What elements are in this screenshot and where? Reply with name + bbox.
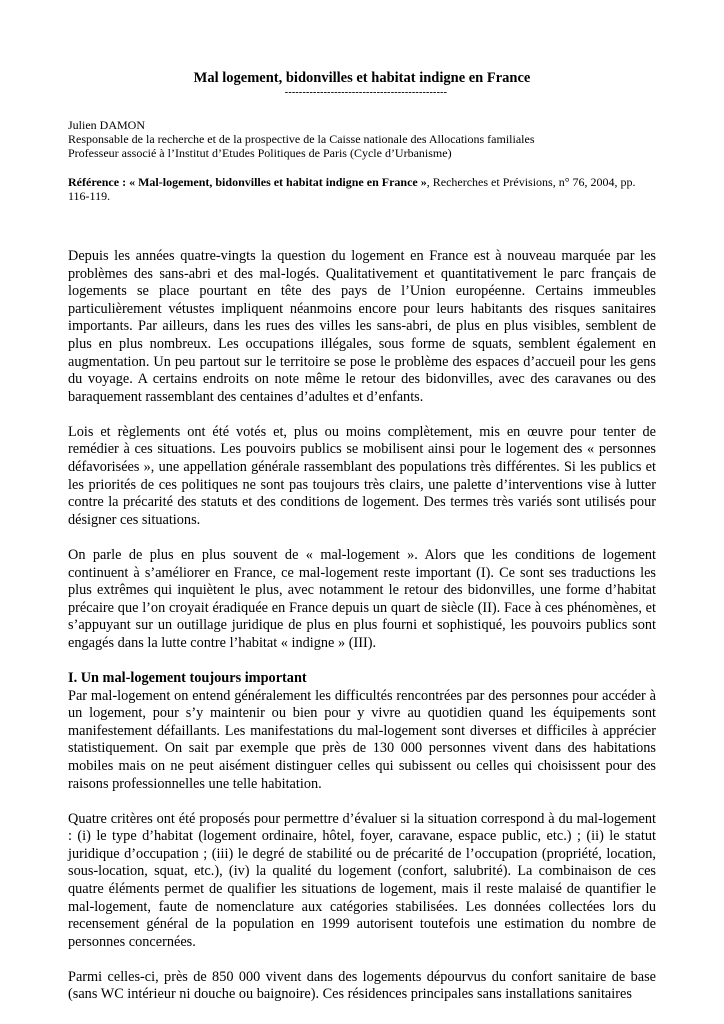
title-underline: ---------------------------------------------- — [284, 87, 448, 98]
reference-details: , Recherches et Prévisions, n° 76, 2004, pp. 116-119. — [68, 175, 636, 203]
paragraph: Depuis les années quatre-vingts la question du logement en France est à nouveau marquée par les problèmes des sans-abri et des mal-logés. Qualitativement et quantitativement le parc français de logements se place pourtant en tête des pays de l’Union européenne. Certains immeubles particulièrement vétustes impliquent néanmoins encore pour leurs habitants des risques sanitaires importants. Par ailleurs, dans les rues des villes les sans-abri, de plus en plus visibles, semblent de plus en plus nombreux. Les occupations illégales, sous forme de squats, semblent également en augmentation. Un peu partout sur le territoire se pose le problème des espaces d’accueil pour les gens du voyage. A certains endroits on note même le retour des bidonvilles, avec des caravanes ou des baraquement rassemblant des centaines d’adultes et d’enfants. — [68, 248, 656, 405]
paragraph: Lois et règlements ont été votés et, plus ou moins complètement, mis en œuvre pour tenter de remédier à ces situations. Les pouvoirs publics se mobilisent ainsi pour le logement des « personnes défavorisées », une appellation générale rassemblant des populations très différentes. Si les publics et les priorités de ces politiques ne sont pas toujours très clairs, une palette d’interventions vise à lutter contre la précarité des statuts et des conditions de logement. Des termes très variés sont utilisés pour désigner ces situations. — [68, 423, 656, 528]
paragraph: Quatre critères ont été proposés pour permettre d’évaluer si la situation correspond à du mal-logement : (i) le type d’habitat (logement ordinaire, hôtel, foyer, caravane, espace public, etc.) ; (ii) le statut juridique d’occupation ; (iii) le degré de stabilité ou de précarité de l’occupation (propriété, location, sous-location, squat, etc.), (iv) la qualité du logement (confort, salubrité). La combinaison de ces quatre éléments permet de qualifier les situations de logement, mais il reste malaisé de quantifier le mal-logement, faute de nomenclature aux catégories stabilisées. Les données collectées lors du recensement général de la population en 1999 autorisent toutefois une estimation du nombre de personnes concernées. — [68, 810, 656, 950]
author-name: Julien DAMON — [68, 118, 145, 132]
article-body — [68, 248, 656, 1004]
paragraph: Par mal-logement on entend généralement les difficultés rencontrées par des personnes pour accéder à un logement, pour s’y maintenir ou bien pour y vivre au quotidien quand les équipements sont manifestement défaillants. Les manifestations du mal-logement sont diverses et difficiles à apprécier statistiquement. On sait par exemple que près de 130 000 personnes vivent dans des habitations mobiles mais on ne peut aisément distinguer celles qui subissent ou celles qui choisissent pour des raisons professionnelles une telle habitation. — [68, 687, 656, 792]
reference-label: Référence : « Mal-logement, bidonvilles et habitat indigne en France » — [68, 175, 427, 189]
reference-citation — [68, 175, 656, 203]
paragraph: Parmi celles-ci, près de 850 000 vivent dans des logements dépourvus du confort sanitaire de base (sans WC intérieur ni douche ou baignoire). Ces résidences principales sans installations sanitaires — [68, 968, 656, 1003]
author-role: Responsable de la recherche et de la prospective de la Caisse nationale des Allocations familiales — [68, 132, 535, 146]
paragraph: On parle de plus en plus souvent de « mal-logement ». Alors que les conditions de logement continuent à s’améliorer en France, ce mal-logement reste important (I). Ce sont ses traductions les plus extrêmes qui inquiètent le plus, avec notamment le retour des bidonvilles, une forme d’habitat précaire que l’on croyait éradiquée en France depuis un quart de siècle (II). Face à ces phénomènes, et s’appuyant sur un outillage juridique de plus en plus fourni et sophistiqué, les pouvoirs publics sont engagés dans la lutte contre l’habitat « indigne » (III). — [68, 546, 656, 651]
author-block — [68, 118, 656, 160]
author-affiliation: Professeur associé à l’Institut d’Etudes Politiques de Paris (Cycle d’Urbanisme) — [68, 146, 452, 160]
section-heading: I. Un mal-logement toujours important — [68, 669, 307, 686]
document-title: Mal logement, bidonvilles et habitat indigne en France — [193, 70, 531, 86]
